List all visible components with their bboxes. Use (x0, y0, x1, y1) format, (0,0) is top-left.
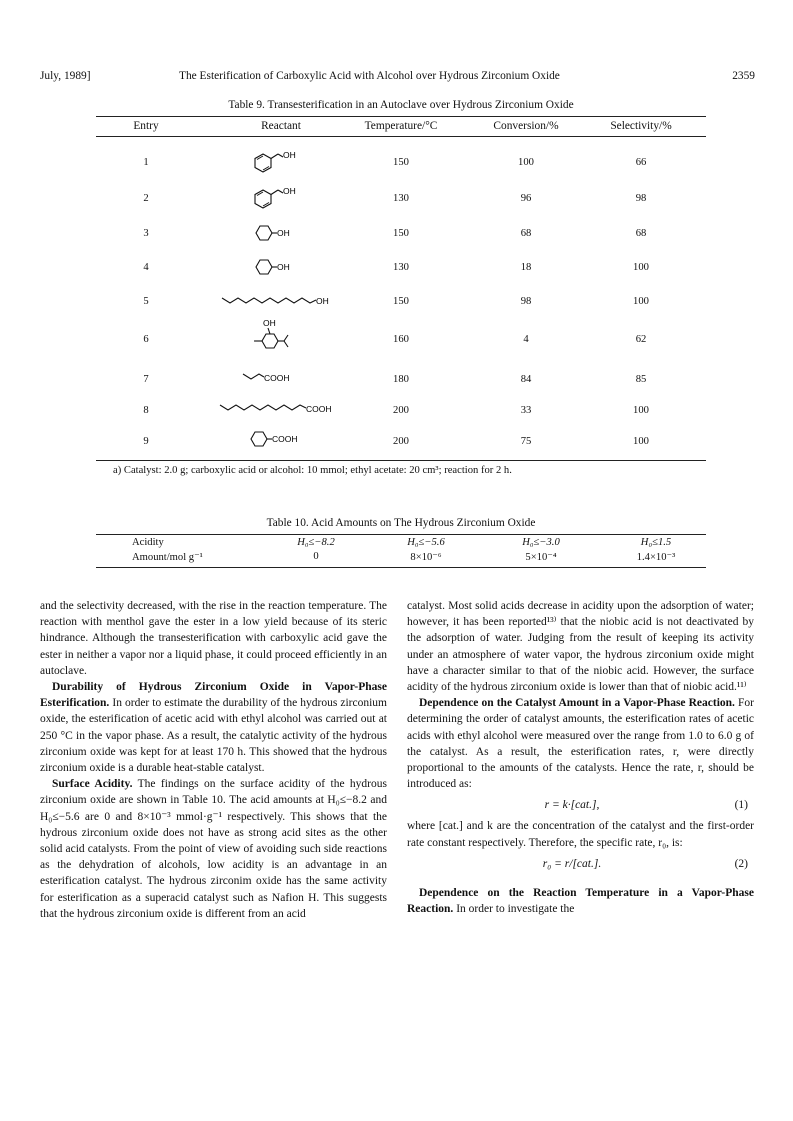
table10-acidity-row (96, 537, 706, 551)
selectivity-cell: 85 (635, 374, 647, 385)
equation-expression: r = k·[cat.], (544, 799, 600, 812)
entry-cell: 6 (143, 334, 149, 345)
reactant-structure-cyclohexanecarboxylic-acid (206, 424, 356, 458)
selectivity-cell: 100 (633, 405, 649, 416)
equation-2 (407, 851, 754, 877)
selectivity-cell: 66 (635, 157, 647, 168)
header-temperature: Temperature/°C (364, 120, 438, 132)
selectivity-cell: 62 (635, 334, 647, 345)
selectivity-cell: 98 (635, 193, 647, 204)
functional-group-label: OH (316, 296, 329, 306)
table9-header-rule (96, 136, 706, 137)
paragraph-text: In order to investigate the (453, 903, 575, 916)
table-row (96, 362, 706, 396)
header-selectivity: Selectivity/% (610, 120, 672, 132)
reactant-structure-menthol (206, 318, 356, 360)
temperature-cell: 150 (393, 157, 409, 168)
header-reactant: Reactant (261, 120, 301, 132)
table9-footnote: a) Catalyst: 2.0 g; carboxylic acid or alcohol: 10 mmol; ethyl acetate: 20 cm³; reaction for 2 h. (113, 465, 512, 476)
temperature-cell: 180 (393, 374, 409, 385)
entry-cell: 7 (143, 374, 149, 385)
amount-value: 8×10⁻⁶ (410, 552, 442, 563)
acidity-value: H₀≤−8.2 (297, 537, 335, 548)
section-heading-surface-acidity: Surface Acidity. (52, 778, 133, 791)
equation-expression: r₀ = r/[cat.]. (542, 857, 602, 870)
table9-caption: Table 9. Transesterification in an Autoclave over Hydrous Zirconium Oxide (228, 99, 574, 111)
reactant-structure-cyclohexanol (206, 250, 356, 284)
table-row (96, 250, 706, 284)
table9-header-row (96, 120, 706, 134)
acidity-value: H₀≤−3.0 (522, 537, 560, 548)
body-paragraph (40, 679, 387, 776)
conversion-cell: 18 (520, 262, 532, 273)
reactant-structure-long-chain-acid (206, 393, 356, 427)
reactant-structure-butyric-acid (206, 362, 356, 396)
conversion-cell: 100 (518, 157, 534, 168)
temperature-cell: 200 (393, 436, 409, 447)
conversion-cell: 33 (520, 405, 532, 416)
temperature-cell: 150 (393, 228, 409, 239)
functional-group-label: OH (263, 318, 276, 328)
paragraph-text: The findings on the surface acidity of the hydrous zirconium oxide are shown in Table 10. The acid amounts at H₀≤−8.2 and H₀≤−5.6 are 0 and 8×10⁻³ mmol·g⁻¹ respectively. This shows that the hydrous zirconium oxide does not have as strong acid sites as the other solid acid catalysts. From the point of view of avoiding such side reactions as the dehydration of alcohols, low acidity is an advantage in an esterification catalyst. The hydrous zirconim oxide has the same activity for esterification as a superacid catalyst such as Nafion H. This suggests that the hydrous zirconium oxide is different from an acid (40, 778, 387, 920)
functional-group-label: OH (277, 262, 290, 272)
acidity-label: Acidity (132, 537, 164, 548)
body-paragraph (407, 885, 754, 917)
entry-cell: 2 (143, 193, 149, 204)
table10-bottom-rule (96, 567, 706, 568)
body-paragraph: and the selectivity decreased, with the rise in the reaction temperature. The reaction with menthol gave the ester in a low yield because of its steric hindrance. Although the transesterification with carboxylic acid gave the ester in neither a vapor nor a liquid phase, it could proceed efficiently in an autoclave. (40, 600, 387, 677)
conversion-cell: 96 (520, 193, 532, 204)
entry-cell: 9 (143, 436, 149, 447)
acidity-value: H₀≤−5.6 (407, 537, 445, 548)
table-row (96, 284, 706, 318)
section-heading-reaction-temperature: Dependence on the Reaction Temperature in a Vapor-Phase Reaction. (407, 886, 754, 916)
entry-cell: 4 (143, 262, 149, 273)
conversion-cell: 75 (520, 436, 532, 447)
selectivity-cell: 100 (633, 436, 649, 447)
selectivity-cell: 68 (635, 228, 647, 239)
paragraph-text: For determining the order of catalyst amounts, the esterification rates of acetic acids with ethyl alcohol were measured over the range from 1.0 to 6.0 g of the catalyst. As a result, the esterification rates, r, were directly proportional to the amounts of the catalysts. Hence the rate, r, should be introduced as: (407, 697, 754, 791)
functional-group-label: OH (283, 150, 296, 160)
functional-group-label: COOH (306, 404, 332, 414)
table-row (96, 145, 706, 179)
temperature-cell: 130 (393, 262, 409, 273)
entry-cell: 5 (143, 296, 149, 307)
functional-group-label: OH (283, 186, 296, 196)
temperature-cell: 200 (393, 405, 409, 416)
functional-group-label: COOH (272, 434, 298, 444)
body-paragraph (40, 776, 387, 922)
amount-label: Amount/mol g⁻¹ (132, 552, 203, 563)
body-left-column (40, 598, 387, 922)
journal-date: July, 1989] (40, 70, 91, 82)
reactant-structure-cyclohexanol (206, 216, 356, 250)
reactant-structure-benzyl-alcohol (206, 181, 356, 215)
page-number: 2359 (732, 70, 755, 82)
reactant-structure-long-chain-alcohol (206, 284, 356, 318)
functional-group-label: COOH (264, 373, 290, 383)
amount-value: 5×10⁻⁴ (525, 552, 557, 563)
table9-top-rule (96, 116, 706, 117)
table-row (96, 318, 706, 360)
entry-cell: 1 (143, 157, 149, 168)
header-conversion: Conversion/% (493, 120, 559, 132)
table10 (96, 537, 706, 565)
acidity-value: H₀≤1.5 (640, 537, 672, 548)
table-row (96, 181, 706, 215)
paragraph-text: In order to estimate the durability of the hydrous zirconium oxide, the esterification of acetic acid with ethyl alcohol was carried out at 250 °C in the vapor phase. As a result, the catalytic activity of the hydrous zirconium oxide was kept for at least 170 h. This showed that the hydrous zirconium oxide is a durable heat-stable catalyst. (40, 697, 387, 775)
entry-cell: 8 (143, 405, 149, 416)
amount-value: 0 (313, 551, 319, 562)
table10-amount-row (96, 551, 706, 565)
body-paragraph: catalyst. Most solid acids decrease in acidity upon the adsorption of water; however, it has been reported¹³⁾ that the niobic acid is not deactivated by the adsorption of water. Judging from the result of keeping its activity under an atmosphere of water vapor, the hydrous zirconium oxide might have a character similar to that of the niobic acid. However, the surface acidity of the hydrous zirconium oxide is lower than that of niobic acid.¹¹⁾ (407, 600, 754, 694)
equation-number: (2) (734, 857, 748, 870)
section-heading-catalyst-amount: Dependence on the Catalyst Amount in a Vapor-Phase Reaction. (419, 697, 735, 710)
temperature-cell: 150 (393, 296, 409, 307)
table9-bottom-rule (96, 460, 706, 461)
conversion-cell: 98 (520, 296, 532, 307)
entry-cell: 3 (143, 228, 149, 239)
table10-top-rule (96, 534, 706, 535)
selectivity-cell: 100 (633, 296, 649, 307)
header-entry: Entry (133, 120, 159, 132)
conversion-cell: 68 (520, 228, 532, 239)
table10-caption: Table 10. Acid Amounts on The Hydrous Zirconium Oxide (266, 517, 536, 529)
equation-number: (1) (734, 799, 748, 812)
running-head (40, 70, 755, 86)
equation-1 (407, 792, 754, 818)
table-row (96, 216, 706, 250)
running-title: The Esterification of Carboxylic Acid with Alcohol over Hydrous Zirconium Oxide (179, 70, 560, 82)
temperature-cell: 130 (393, 193, 409, 204)
body-paragraph: where [cat.] and k are the concentration of the catalyst and the first-order rate constant respectively. Therefore, the specific rate, r₀, is: (407, 820, 754, 849)
body-paragraph (407, 695, 754, 792)
temperature-cell: 160 (393, 334, 409, 345)
section-heading-durability: Durability of Hydrous Zirconium Oxide in Vapor-Phase Esterification. (40, 681, 387, 710)
body-right-column (407, 598, 754, 917)
table-row (96, 393, 706, 427)
conversion-cell: 84 (520, 374, 532, 385)
functional-group-label: OH (277, 228, 290, 238)
selectivity-cell: 100 (633, 262, 649, 273)
reactant-structure-benzyl-alcohol (206, 145, 356, 179)
conversion-cell: 4 (523, 334, 529, 345)
amount-value: 1.4×10⁻³ (636, 552, 676, 563)
table-row (96, 424, 706, 458)
